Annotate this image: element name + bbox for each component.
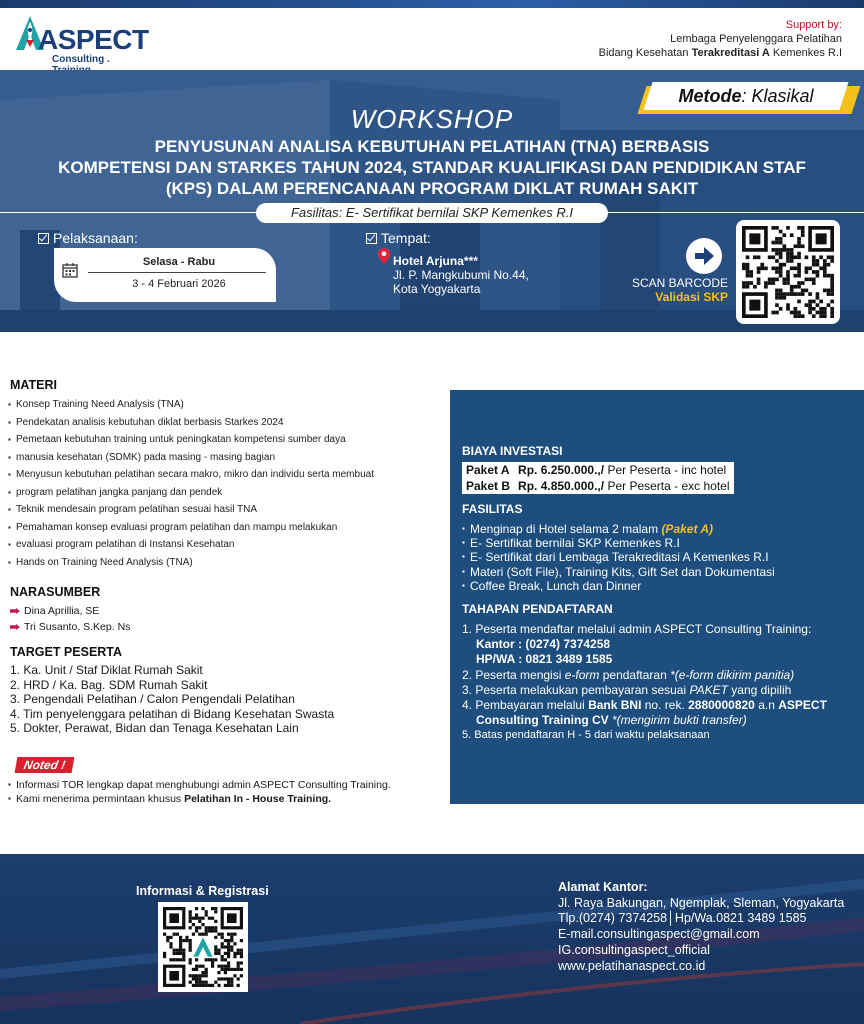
paket-price-text: Rp. 4.850.000.,/	[518, 479, 605, 493]
paket-price	[514, 478, 733, 494]
checkbox-icon	[38, 233, 49, 244]
target-item: 5. Dokter, Perawat, Bidan dan Tenaga Kesehatan Lain	[10, 721, 299, 736]
scan-label: SCAN BARCODE	[631, 276, 728, 290]
qr-code-icon	[742, 226, 834, 318]
noted-list	[10, 778, 440, 806]
qr-code-icon	[163, 907, 243, 987]
materi-item-cont: ▪ evaluasi program pelatihan di Instansi Kesehatan	[10, 536, 440, 554]
fasilitas-item: ▪ E- Sertifikat bernilai SKP Kemenkes R.I	[462, 536, 775, 550]
step4-note: *(mengirim bukti transfer)	[608, 713, 747, 728]
step4-a: 4. Pembayaran melalui	[462, 698, 589, 713]
tahapan-step	[462, 683, 858, 698]
fasilitas-item: ▪ Materi (Soft File), Training Kits, Gift Set dan Dokumentasi	[462, 565, 775, 579]
event-title-line2: KOMPETENSI DAN STARKES TAHUN 2024, STANDAR KUALIFIKASI DAN PENDIDIKAN STAF	[58, 158, 806, 177]
info-registrasi-title: Informasi & Registrasi	[136, 884, 269, 898]
step4-c: no. rek.	[641, 698, 689, 713]
paket-name	[462, 478, 514, 494]
hotel-address-line2: Kota Yogyakarta	[393, 282, 481, 296]
alamat-title: Alamat Kantor:	[558, 880, 648, 894]
calendar-icon	[62, 262, 78, 278]
step4-bank: Bank BNI	[588, 698, 642, 713]
hotel-info	[393, 254, 529, 296]
fasilitas-item	[462, 522, 775, 536]
step4-e: a.n	[754, 698, 779, 713]
pointer-arrow-icon	[10, 624, 20, 630]
target-item: 2. HRD / Ka. Bag. SDM Rumah Sakit	[10, 677, 208, 692]
header	[0, 0, 864, 70]
materi-item: ▪ Pemahaman konsep evaluasi program pelatihan dan mampu melakukan	[10, 519, 440, 537]
fasilitas-line-left	[0, 212, 256, 213]
fasilitas-title: FASILITAS	[462, 502, 523, 516]
office-address	[558, 880, 844, 974]
paket-name	[462, 462, 514, 478]
materi-item: ▪ Konsep Training Need Analysis (TNA)	[10, 396, 440, 414]
instagram-link[interactable]: IG.consultingaspect_official	[558, 942, 710, 957]
scan-sublabel: Validasi SKP	[655, 290, 728, 304]
narasumber-item	[10, 619, 440, 635]
step4-account-name: ASPECT Consulting Training CV	[476, 698, 827, 728]
materi-list	[10, 396, 440, 571]
event-title-line1: PENYUSUNAN ANALISA KEBUTUHAN PELATIHAN (TNA) BERBASIS	[154, 137, 710, 156]
materi-item: ▪ Teknik mendesain program pelatihan sesuai hasil TNA	[10, 501, 440, 519]
support-line2-bold: Terakreditasi A	[691, 47, 770, 59]
step2-d: *(e-form dikirim panitia)	[670, 667, 795, 682]
materi-item: ▪ Pemetaan kebutuhan training untuk peningkatan kompetensi sumber daya	[10, 431, 440, 449]
noted-badge: Noted !	[15, 757, 75, 773]
tempat-label	[366, 230, 431, 246]
registration-qr-code[interactable]	[158, 902, 248, 992]
price-row	[462, 478, 734, 494]
checkbox-icon	[366, 233, 377, 244]
noted-item2-prefix: Kami menerima permintaan khusus	[16, 792, 185, 805]
target-list	[10, 663, 440, 736]
arrow-right-glyph	[686, 238, 722, 274]
materi-item-cont: ▪ program pelatihan jangka panjang dan pendek	[10, 484, 440, 502]
kantor-phone: Kantor : (0274) 7374258	[476, 637, 611, 652]
step3-c: yang dipilih	[727, 682, 792, 697]
alamat-line: Jl. Raya Bakungan, Ngemplak, Sleman, Yogyakarta	[558, 895, 845, 910]
website-link[interactable]: www.pelatihanaspect.co.id	[558, 958, 706, 973]
noted-item2-bold: Pelatihan In - House Training.	[184, 792, 332, 805]
tahapan-title: TAHAPAN PENDAFTARAN	[462, 602, 613, 616]
tempat-label-text: Tempat:	[381, 230, 431, 246]
fasilitas-pill: Fasilitas: E- Sertifikat bernilai SKP Kemenkes R.I	[256, 203, 608, 223]
price-table	[462, 462, 734, 494]
paket-note: Per Peserta - exc hotel	[607, 479, 730, 493]
noted-item: ▪ Informasi TOR lengkap dapat menghubungi admin ASPECT Consulting Training.	[10, 778, 440, 792]
step3-b: PAKET	[689, 682, 728, 697]
narasumber-title: NARASUMBER	[10, 585, 101, 599]
fasilitas-item: ▪ E- Sertifikat dari Lembaga Terakreditasi A Kemenkes R.I	[462, 550, 775, 564]
pelaksanaan-label-text: Pelaksanaan:	[53, 230, 138, 246]
tahapan-steps	[462, 622, 858, 744]
info-panel	[450, 390, 864, 804]
fasilitas-item1-text: Menginap di Hotel selama 2 malam	[470, 522, 662, 536]
target-item: 3. Pengendali Pelatihan / Calon Pengendali Pelatihan	[10, 692, 295, 707]
fasilitas-item: ▪ Coffee Break, Lunch dan Dinner	[462, 579, 775, 593]
phone-line: Tlp.(0274) 7374258│Hp/Wa.0821 3489 1585	[558, 911, 807, 926]
event-title	[30, 136, 834, 199]
support-label: Support by:	[785, 19, 842, 31]
pelaksanaan-divider	[88, 272, 266, 273]
hotel-name: Hotel Arjuna***	[393, 254, 478, 268]
pointer-arrow-icon	[10, 608, 20, 614]
hpwa-phone: HP/WA : 0821 3489 1585	[476, 652, 613, 667]
skp-qr-code[interactable]	[736, 220, 840, 324]
email-link[interactable]: E-mail.consultingaspect@gmail.com	[558, 927, 760, 942]
materi-item: ▪ Hands on Training Need Analysis (TNA)	[10, 554, 440, 572]
target-item: 4. Tim penyelenggara pelatihan di Bidang Kesehatan Swasta	[10, 706, 335, 721]
pelaksanaan-box	[54, 248, 276, 302]
price-row	[462, 462, 734, 478]
narasumber-item	[10, 603, 440, 619]
location-pin-icon	[378, 248, 390, 264]
event-title-line3: (KPS) DALAM PERENCANAAN PROGRAM DIKLAT RUMAH SAKIT	[165, 179, 699, 198]
support-line1: Lembaga Penyelenggara Pelatihan	[670, 33, 842, 45]
biaya-title: BIAYA INVESTASI	[462, 444, 563, 458]
step3-a: 3. Peserta melakukan pembayaran sesuai	[462, 682, 690, 697]
pelaksanaan-label	[38, 230, 138, 246]
fasilitas-line-right	[608, 212, 864, 213]
hero-banner	[0, 70, 864, 332]
tahapan-step	[462, 668, 858, 683]
step4-rekening: 2880000820	[688, 698, 755, 713]
support-line2-suffix: Kemenkes R.I	[769, 47, 842, 59]
paket-price	[514, 462, 733, 478]
metode-value: : Klasikal	[741, 86, 814, 106]
support-block	[599, 18, 842, 60]
narasumber-name: Tri Susanto, S.Kep. Ns	[24, 621, 131, 633]
left-content	[10, 378, 440, 806]
step2-c: pendaftaran	[599, 667, 671, 682]
scan-barcode-text	[616, 276, 728, 304]
noted-item	[10, 792, 440, 806]
tahapan-step: 5. Batas pendaftaran H - 5 dari waktu pelaksanaan	[462, 729, 710, 742]
materi-title: MATERI	[10, 378, 57, 392]
step2-b: e-form	[564, 667, 600, 682]
paket-note: Per Peserta - inc hotel	[607, 463, 727, 477]
logo-text: ASPECT	[38, 24, 149, 55]
target-title: TARGET PESERTA	[10, 645, 123, 659]
pelaksanaan-day: Selasa - Rabu	[142, 256, 216, 268]
paket-price-text: Rp. 6.250.000.,/	[518, 463, 605, 477]
narasumber-list	[10, 603, 440, 635]
materi-item: ▪ Pendekatan analisis kebutuhan diklat berbasis Starkes 2024	[10, 414, 440, 432]
fasilitas-item1-highlight: (Paket A)	[661, 522, 714, 536]
metode-label: Metode	[678, 86, 742, 106]
paket-name-text: Paket A	[466, 463, 510, 477]
support-line2	[599, 46, 842, 60]
arrow-right-icon	[686, 238, 722, 274]
top-stripe	[0, 0, 864, 8]
materi-item: ▪ Menyusun kebutuhan pelatihan secara makro, mikro dan individu serta membuat	[10, 466, 440, 484]
narasumber-name: Dina Aprillia, SE	[24, 605, 100, 617]
aspect-logo	[10, 14, 150, 66]
fasilitas-list	[462, 522, 775, 593]
paket-name-text: Paket B	[466, 479, 511, 493]
footer	[0, 854, 864, 1024]
target-item: 1. Ka. Unit / Staf Diklat Rumah Sakit	[10, 663, 203, 677]
tahapan-step: 1. Peserta mendaftar melalui admin ASPECT Consulting Training:	[462, 622, 812, 636]
workshop-heading: WORKSHOP	[350, 104, 514, 134]
pelaksanaan-date: 3 - 4 Februari 2026	[132, 278, 226, 290]
support-line2-prefix: Bidang Kesehatan	[598, 47, 692, 59]
logo-subtitle: Consulting .	[52, 54, 110, 65]
noted-badge-wrap	[10, 756, 440, 774]
materi-item-cont: ▪ manusia kesehatan (SDMK) pada masing - masing bagian	[10, 449, 440, 467]
tahapan-step	[462, 698, 858, 728]
hotel-address-line1: Jl. P. Mangkubumi No.44,	[393, 268, 529, 282]
step2-a: 2. Peserta mengisi	[462, 667, 565, 682]
